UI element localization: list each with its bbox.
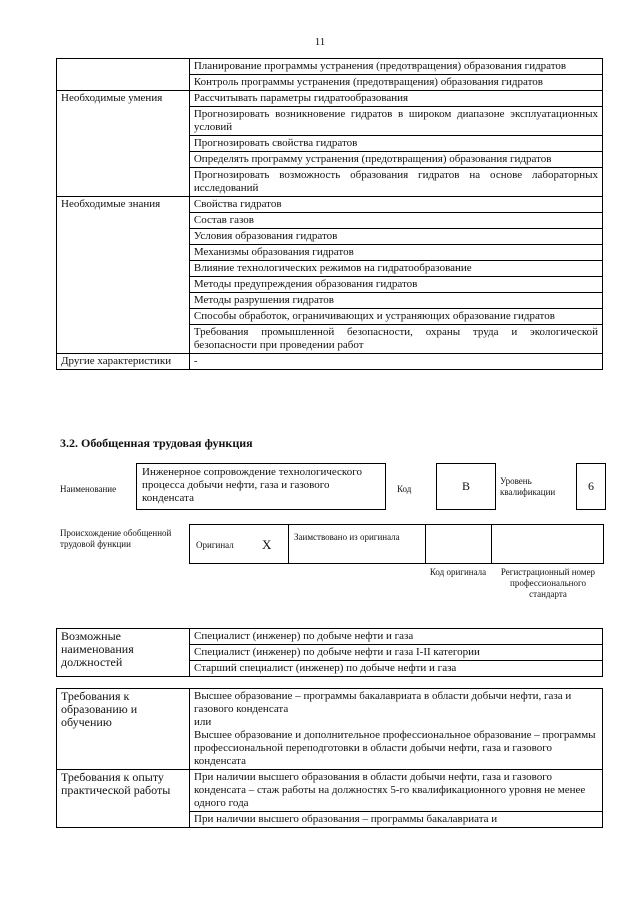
table-cell: Определять программу устранения (предотвращения) образования гидратов [189,152,602,168]
education-item: или [194,716,212,728]
table-cell: При наличии высшего образования в области добычи нефти, газа и газового конденсата – стаж работы на должностях 5-го квалификационного уровня не менее одного года [190,770,603,812]
table-cell: Состав газов [189,213,602,229]
code-original-caption: Код оригинала [429,567,487,577]
table-cell: Условия образования гидратов [189,229,602,245]
education-item: Высшее образование и дополнительное профессиональное образование – программы профессиональной переподготовки в области добычи нефти, газа и газового конденсата [194,729,596,767]
borrowed-cell [288,524,426,564]
table-cell: Планирование программы устранения (предотвращения) образования гидратов [189,59,602,75]
table-cell: Прогнозировать свойства гидратов [189,136,602,152]
experience-header: Требования к опыту практической работы [57,770,190,828]
original-mark: X [262,537,272,552]
code-original-cell [425,524,492,564]
function-name-box [136,463,386,510]
education-header: Требования к образованию и обучению [57,689,190,770]
positions-table [56,628,603,677]
education-item: Высшее образование – программы бакалавриата в области добычи нефти, газа и газового конденсата [194,690,572,715]
requirements-table [56,688,603,828]
level-value: 6 [588,479,594,493]
table-cell: - [189,354,602,370]
row-header-knowledge: Необходимые знания [57,197,190,354]
table-cell: Свойства гидратов [189,197,602,213]
origin-label: Происхождение обобщенной трудовой функции [60,528,172,549]
function-name: Инженерное сопровождение технологического процесса добычи нефти, газа и газового конденсата [142,466,362,504]
code-label: Код [397,484,412,494]
table-cell: Влияние технологических режимов на гидратообразование [189,261,602,277]
row-header-continuation [57,59,190,91]
section-title: 3.2. Обобщенная трудовая функция [60,436,253,450]
row-header-other: Другие характеристики [57,354,190,370]
name-label: Наименование [60,484,117,494]
level-box [576,463,606,510]
borrowed-label: Заимствовано из оригинала [294,532,400,542]
table-cell: Специалист (инженер) по добыче нефти и газа [190,629,603,645]
table-cell: Прогнозировать возможность образования гидратов на основе лабораторных исследований [189,168,602,197]
original-label: Оригинал [196,540,234,550]
row-header-skills: Необходимые умения [57,91,190,197]
reg-number-caption: Регистрационный номер профессионального стандарта [500,567,596,599]
code-box [436,463,496,510]
skills-knowledge-table [56,58,603,370]
table-cell: Прогнозировать возникновение гидратов в широком диапазоне эксплуатационных условий [189,107,602,136]
level-label: Уровень квалификации [500,476,556,497]
page-number: 11 [314,36,326,48]
table-cell: Способы обработок, ограничивающих и устраняющих образование гидратов [189,309,602,325]
table-cell: Старший специалист (инженер) по добыче нефти и газа [190,661,603,677]
table-cell: Контроль программы устранения (предотвращения) образования гидратов [189,75,602,91]
table-cell: Требования промышленной безопасности, охраны труда и экологической безопасности при проведении работ [189,325,602,354]
table-cell: Рассчитывать параметры гидратообразования [189,91,602,107]
table-cell: Методы предупреждения образования гидратов [189,277,602,293]
table-cell: Механизмы образования гидратов [189,245,602,261]
code-value: B [461,479,470,493]
table-cell: При наличии высшего образования – программы бакалавриата и [190,812,603,828]
table-cell: Специалист (инженер) по добыче нефти и газа I-II категории [190,645,603,661]
reg-number-cell [491,524,604,564]
positions-header: Возможные наименования должностей [57,629,190,677]
table-cell: Методы разрушения гидратов [189,293,602,309]
education-cell [190,689,603,770]
